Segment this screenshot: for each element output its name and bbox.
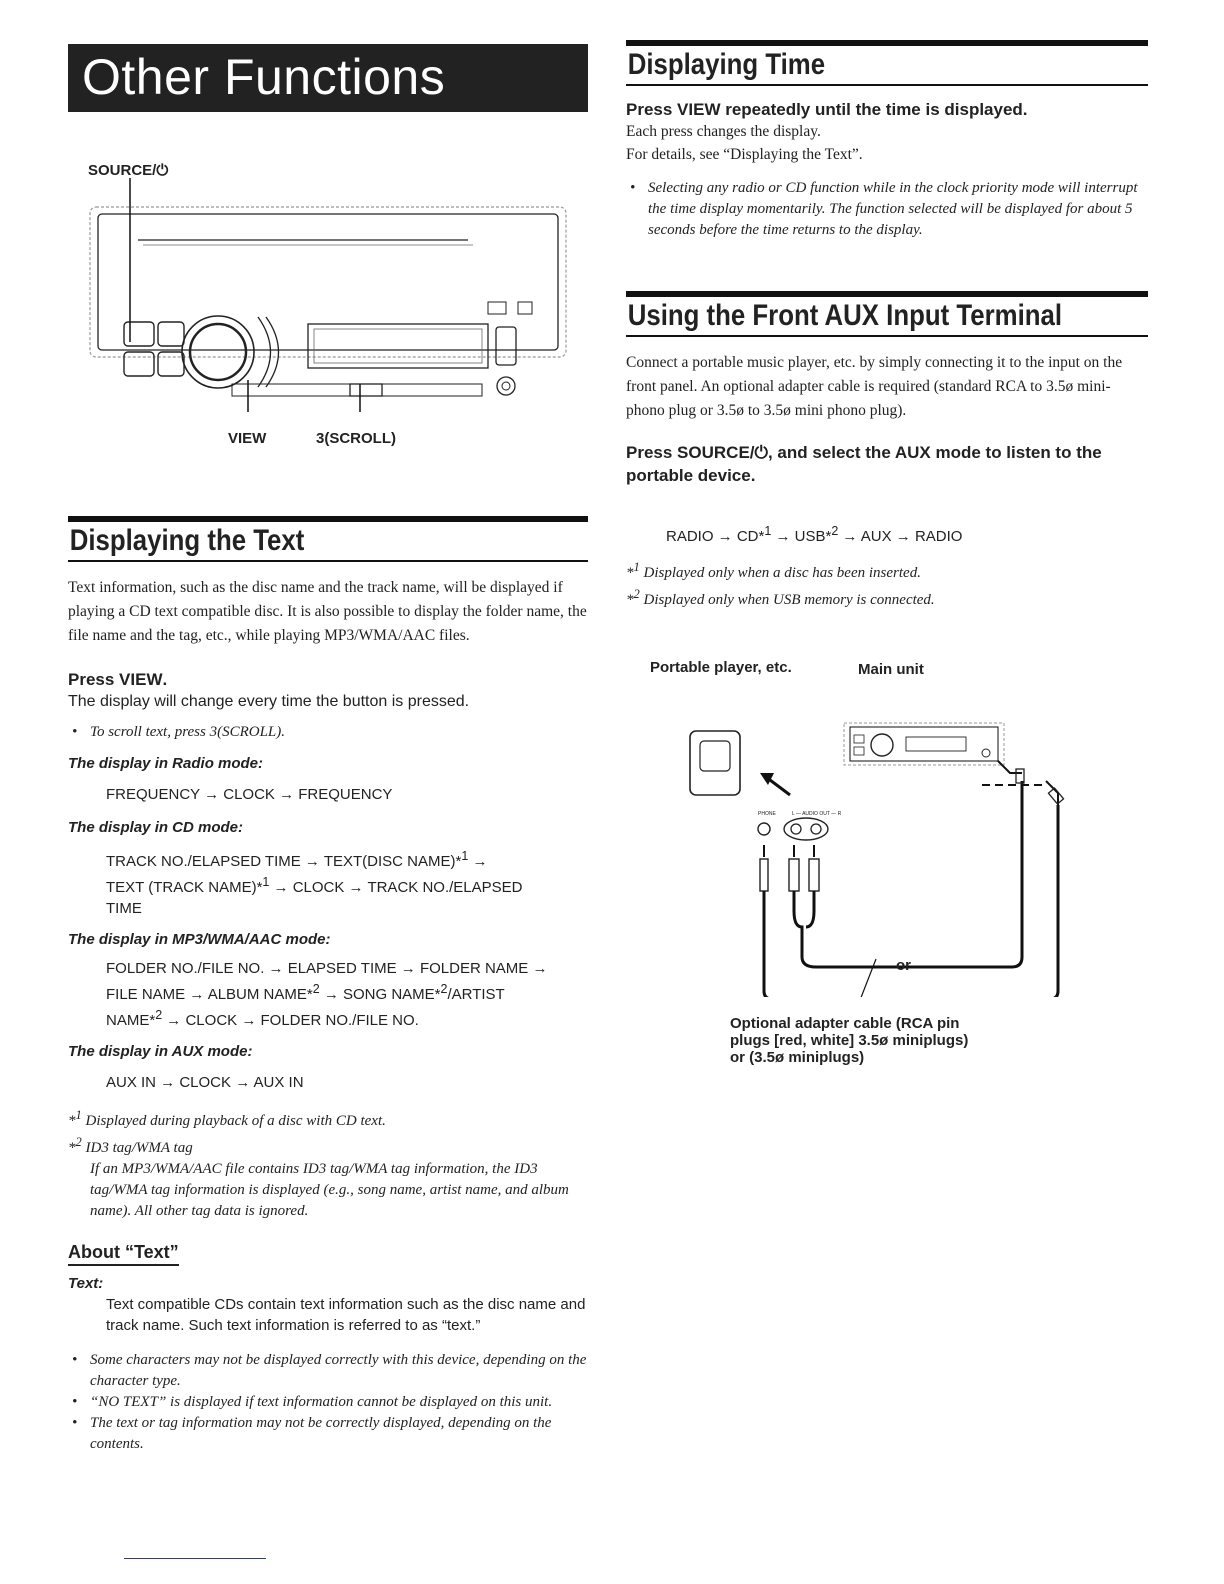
about-bullet: • Some characters may not be displayed correctly with this device, depending on the character type. (72, 1352, 587, 1389)
time-line-2: For details, see “Displaying the Text”. (626, 146, 863, 163)
left-column (68, 44, 588, 1455)
radio-mode-heading: The display in Radio mode: (68, 755, 264, 772)
head-unit-illustration (68, 112, 588, 412)
about-bullet: • “NO TEXT” is displayed if text information cannot be displayed on this unit. (72, 1394, 553, 1410)
source-sequence: RADIO → CD*$^1$ → USB*$^2$ → AUX → RADIO (666, 524, 963, 545)
about-text-bullets (68, 1350, 588, 1455)
aux-section-heading (626, 291, 1148, 337)
press-view-instruction: Press VIEW. (68, 670, 168, 689)
aux-connection-diagram (626, 677, 1148, 997)
radio-mode-seq: FREQUENCY → CLOCK → FREQUENCY (106, 786, 393, 803)
footnote-2-detail: If an MP3/WMA/AAC file contains ID3 tag/WMA tag information, the ID3 tag/WMA tag information is displayed (e.g., song name, artist name, and album name). All other tag data is ignored. (90, 1161, 569, 1219)
cd-mode-seq: TRACK NO./ELAPSED TIME → TEXT(DISC NAME)*$^1$ → TEXT (TRACK NAME)*$^1$ → CLOCK → TRACK NO./ELAPSED TIME (106, 849, 523, 917)
right-column (626, 40, 1148, 1066)
scroll-label: 3(SCROLL) (316, 430, 396, 447)
press-view-desc: The display will change every time the button is pressed. (68, 693, 470, 710)
section-title: Displaying Time (627, 48, 826, 81)
scroll-note: • To scroll text, press 3(SCROLL). (68, 722, 588, 743)
svg-text:PHONE: PHONE (758, 811, 776, 817)
about-text-heading: About “Text” (68, 1242, 588, 1263)
aux-footnote-1: *$^1$ Displayed only when a disc has been inserted. (626, 560, 921, 581)
footnote-2: *$^2$ ID3 tag/WMA tag (68, 1135, 193, 1156)
press-source-instruction: Press SOURCE/⏻, and select the AUX mode to listen to the portable device. (626, 443, 1102, 485)
displaying-text-intro: Text information, such as the disc name and the track name, will be displayed if playing a CD text compatible disc. It is also possible to display the folder name, the file name and the tag, etc., while playing MP3/WMA/AAC files. (68, 579, 587, 644)
press-view-time: Press VIEW repeatedly until the time is displayed. (626, 100, 1028, 119)
footnote-1: *$^1$ Displayed during playback of a disc with CD text. (68, 1108, 386, 1129)
displaying-time-heading (626, 40, 1148, 86)
section-title: Using the Front AUX Input Terminal (627, 299, 1063, 332)
mp3-mode-seq: FOLDER NO./FILE NO. → ELAPSED TIME → FOLDER NAME → FILE NAME → ALBUM NAME*$^2$ → SONG NAME*$^2$/ARTIST NAME*$^2$ → CLOCK → FOLDER NO./FILE NO. (106, 960, 548, 1029)
view-label: VIEW (228, 430, 267, 447)
section-title: Displaying the Text (69, 524, 305, 557)
page-bottom-rule (124, 1558, 266, 1559)
cd-mode-heading: The display in CD mode: (68, 819, 244, 836)
about-bullet: • The text or tag information may not be correctly displayed, depending on the contents. (72, 1415, 552, 1452)
aux-mode-seq: AUX IN → CLOCK → AUX IN (106, 1074, 304, 1091)
svg-text:L — AUDIO OUT — R: L — AUDIO OUT — R (792, 811, 842, 817)
bullet-dot: • (72, 724, 78, 740)
portable-player-label: Portable player, etc. (650, 659, 792, 676)
aux-mode-heading: The display in AUX mode: (68, 1043, 253, 1060)
aux-intro: Connect a portable music player, etc. by simply connecting it to the input on the front panel. An optional adapter cable is required (standard RCA to 3.5ø mini-phono plug or 3.5ø to 3.5ø mini phono plug). (626, 354, 1123, 419)
time-note: • Selecting any radio or CD function while in the clock priority mode will interrupt the time display momentarily. The function selected will be displayed for about 5 seconds before the time returns to the display. (630, 180, 1138, 238)
source-label: SOURCE/⏻ (88, 162, 169, 179)
about-text-sub: Text: (68, 1275, 104, 1292)
about-text-desc: Text compatible CDs contain text information such as the disc name and track name. Such text information is referred to as “text.” (106, 1296, 586, 1334)
main-unit-label: Main unit (858, 661, 924, 678)
displaying-text-heading (68, 516, 588, 562)
cable-caption: Optional adapter cable (RCA pin plugs [red, white] 3.5ø miniplugs) or (3.5ø miniplugs) (730, 1015, 969, 1066)
page-banner: Other Functions (68, 44, 588, 112)
aux-footnote-2: *$^2$ Displayed only when USB memory is connected. (626, 587, 935, 608)
or-label: or (896, 957, 911, 974)
aux-connection-figure (626, 637, 1148, 1017)
head-unit-figure (68, 112, 588, 447)
mp3-mode-heading: The display in MP3/WMA/AAC mode: (68, 931, 331, 948)
time-line-1: Each press changes the display. (626, 123, 821, 140)
